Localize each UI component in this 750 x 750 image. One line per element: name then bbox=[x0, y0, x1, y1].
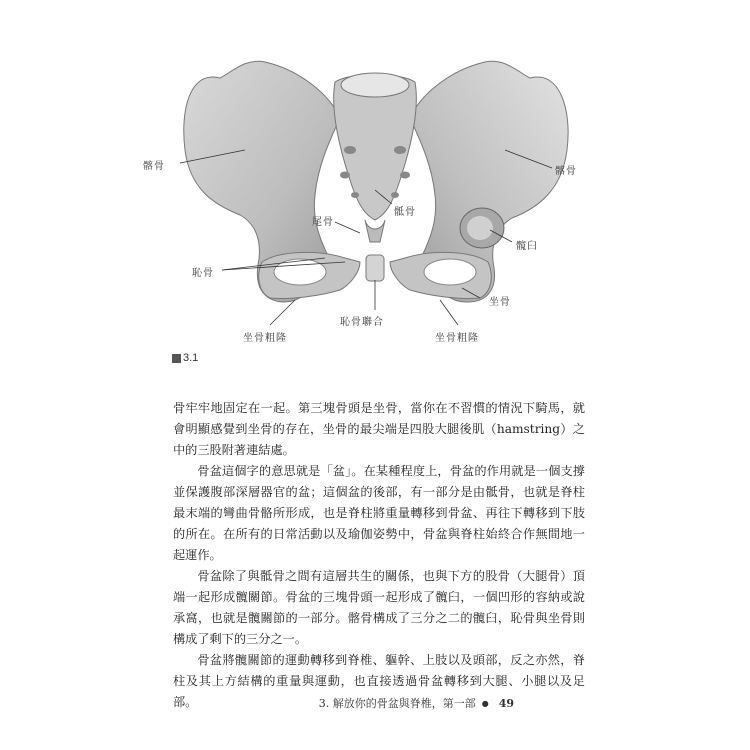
figure-number-text: 3.1 bbox=[183, 352, 199, 364]
label-ilium-left: 髂骨 bbox=[143, 161, 165, 172]
label-ischial-tuberosity-left: 坐骨粗隆 bbox=[243, 333, 287, 344]
coccyx-shape bbox=[365, 220, 385, 242]
label-ilium-right: 髂骨 bbox=[555, 166, 577, 177]
label-ischial-tuberosity-right: 坐骨粗隆 bbox=[435, 333, 479, 344]
paragraph-4: 骨盆將髖關節的運動轉移到脊椎、軀幹、上肢以及頭部，反之亦然，脊柱及其上方結構的重量與運動，也直接透過骨盆轉移到大腿、小腿以及足部。 bbox=[173, 653, 585, 709]
label-sacrum: 骶骨 bbox=[394, 207, 416, 218]
footer-bullet: ● bbox=[481, 698, 489, 708]
page-number: 49 bbox=[498, 696, 514, 710]
paragraph-2: 骨盆這個字的意思就是「盆」。在某種程度上，骨盆的作用就是一個支撐並保護腹部深層器官的盆；這個盆的後部，有一部分是由骶骨，也就是脊柱最末端的彎曲骨骼所形成，也是脊柱將重量轉移到骨盆、再往下轉移到下肢的所在。在所有的日常活動以及瑜伽姿勢中，骨盆與脊柱始終合作無間地一起運作。 bbox=[173, 464, 585, 562]
paragraph-3: 骨盆除了與骶骨之間有這層共生的關係，也與下方的股骨（大腿骨）頂端一起形成髖關節。骨盆的三塊骨頭一起形成了髖臼，一個凹形的容納或說承窩，也就是髖關節的一部分。髂骨構成了三分之二的髖臼，恥骨與坐骨則構成了剩下的三分之一。 bbox=[173, 569, 585, 646]
label-coccyx: 尾骨 bbox=[312, 217, 334, 228]
label-ischium: 坐骨 bbox=[489, 297, 511, 308]
label-pubic-symphysis: 恥骨聯合 bbox=[340, 317, 384, 328]
figure-number bbox=[172, 352, 198, 364]
label-pubis: 恥骨 bbox=[192, 268, 214, 279]
pelvis-illustration bbox=[0, 0, 750, 350]
paragraph-1: 骨牢牢地固定在一起。第三塊骨頭是坐骨，當你在不習慣的情況下騎馬，就會明顯感覺到坐骨的存在，坐骨的最尖端是四股大腿後肌（hamstring）之中的三股附著連結處。 bbox=[173, 401, 585, 457]
page-footer bbox=[319, 695, 514, 711]
running-header: 3. 解放你的骨盆與脊椎，第一部 bbox=[318, 697, 476, 710]
body-text bbox=[173, 398, 585, 713]
pelvis-figure bbox=[0, 0, 750, 350]
label-acetabulum: 髖臼 bbox=[516, 241, 538, 252]
figure-marker-square bbox=[172, 354, 181, 363]
